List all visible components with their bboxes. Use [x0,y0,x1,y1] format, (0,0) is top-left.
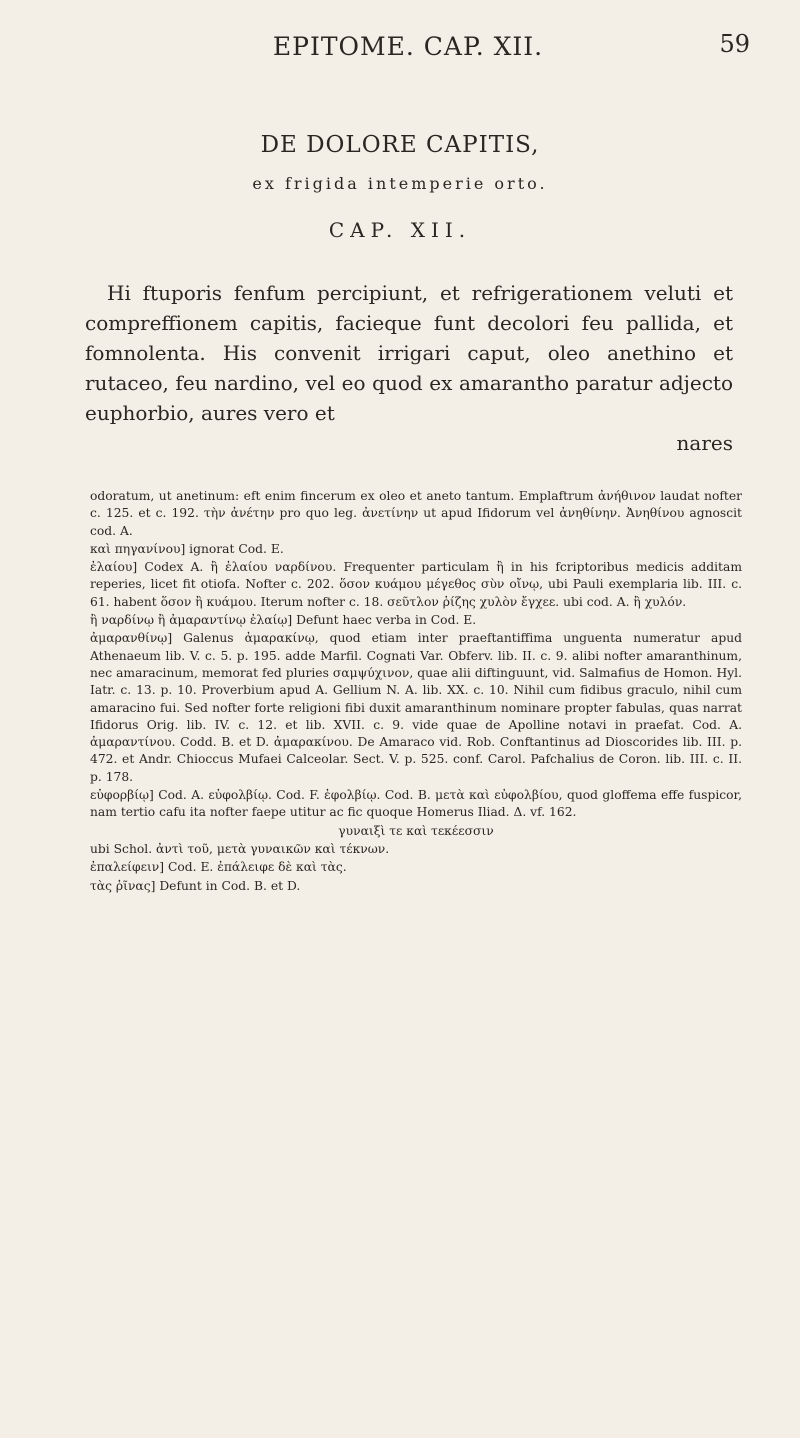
footnote: ἐπαλείφειν] Cod. E. ἐπάλειφε δὲ καὶ τὰς. [90,860,347,875]
main-paragraph: Hi ftuporis fenfum percipiunt, et refrigerationem veluti et compreffionem capitis, facieque funt decolori feu pallida, et fomnolenta. His convenit irrigari caput, oleo anethino et rutaceo, feu nardino, vel eo quod ex amarantho paratur adjecto euphorbio, aures vero et [85,281,733,425]
chapter-number: CAP. XII. [328,218,472,242]
footnote: καὶ πηγανίνου] ignorat Cod. E. [90,541,284,556]
footnote: εὐφορβίῳ] Cod. A. εὐφολβίῳ. Cod. F. ἐφολβίῳ. Cod. B. μετὰ καὶ εὐφολβίου, quod gloffema effe fuspicor, nam tertio cafu ita nofter faepe utitur ac fic quoque Homerus Iliad. Δ. vf. 162. [90,788,742,820]
catchword: nares [676,431,733,455]
footnote: ubi Schol. ἀντὶ τοῦ, μετὰ γυναικῶν καὶ τέκνων. [90,841,390,856]
footnote: odoratum, ut anetinum: eft enim fincerum ex oleo et aneto tantum. Emplaftrum ἀνήθινον laudat nofter c. 125. et c. 192. τὴν ἀνέτην pro quo leg. ἀνετίνην ut apud Ifidorum vel ἀνηθίνην. Ἀνηθίνου agnoscit cod. A. [90,489,742,538]
footnote: ἐλαίου] Codex A. ἢ ἐλαίου ναρδίνου. Frequenter particulam ἢ in his fcriptoribus medicis additam reperies, licet fit otiofa. Nofter c. 202. ὅσον κυάμου μέγεθος σὺν οἴνῳ, ubi Pauli exemplaria lib. III. c. 61. habent ὅσον ἢ κυάμου. Iterum nofter c. 18. σεῦτλον ῥίζης χυλὸν ἔγχεε. ubi cod. A. ἢ χυλόν. [90,560,742,609]
footnote: ἢ ναρδίνῳ ἢ ἀμαραντίνῳ ἐλαίῳ] Defunt haec verba in Cod. E. [90,613,477,628]
page-number: 59 [719,30,750,58]
running-head: EPITOME. CAP. XII. [272,32,544,61]
footnote: ἀμαρανθίνῳ] Galenus ἀμαρακίνῳ, quod etiam inter praeftantiffima unguenta numeratur apud Athenaeum lib. V. c. 5. p. 195. adde Marfil. Cognati Var. Obferv. lib. II. c. 9. alibi nofter amaranthinum, nec amaracinum, memorat fed pluries σαμψύχινον, quae alii diftinguunt, vid. Salmafius de Homon. Hyl. Iatr. c. 13. p. 10. Proverbium apud A. Gellium N. A. lib. XX. c. 10. Nihil cum fidibus graculo, nihil cum amaracino fui. Sed nofter forte religioni fibi duxit amaranthinum nominare propter fabulas, quas narrat Ifidorus Orig. lib. IV. c. 12. et lib. XVII. c. 9. vide quae de Apolline notavi in praefat. Cod. A. ἀμαραντίνου. Codd. B. et D. ἀμαρακίνου. De Amaraco vid. Rob. Conftantinus ad Dioscorides lib. III. p. 472. et Andr. Chioccus Mufaei Calceolar. Sect. V. p. 525. conf. Carol. Pafchalius de Coron. lib. III. c. II. p. 178. [90,631,742,784]
chapter-subtitle: ex frigida intemperie orto. [252,174,548,193]
footnote-quote: γυναιξὶ τε καὶ τεκέεσσιν [338,823,494,838]
main-text [85,278,733,458]
footnotes [90,488,742,896]
chapter-title: DE DOLORE CAPITIS, [260,132,540,158]
footnote: τὰς ῥῖνας] Defunt in Cod. B. et D. [90,878,301,893]
